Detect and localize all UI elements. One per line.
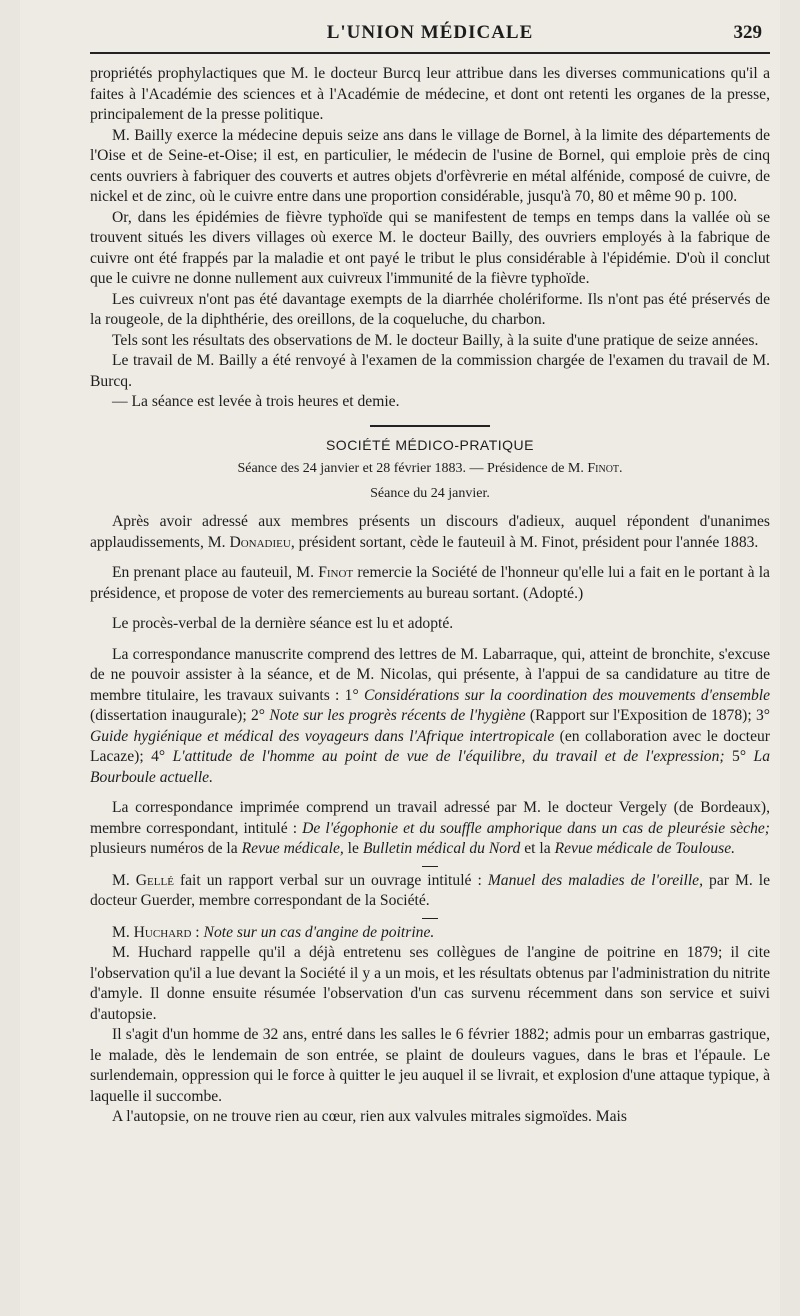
journal-title: L'UNION MÉDICALE bbox=[326, 22, 534, 43]
text-run: par M. le docteur Guerder, membre correspondant de la Société. bbox=[90, 871, 770, 909]
text-run: En prenant place au fauteuil, M. bbox=[112, 564, 314, 581]
work-title: Note sur les progrès récents de l'hygiène bbox=[269, 707, 526, 724]
text-run: remercie la Société de l'honneur qu'elle lui a fait en le portant à la présidence, et propose de voter des remerciements au bureau sortant. (Adopté.) bbox=[90, 564, 770, 602]
paragraph: Or, dans les épidémies de fièvre typhoïde qui se manifestent de temps en temps dans la vallée où se trouvent situés les divers villages où exerce M. le docteur Bailly, des ouvriers employés à la fabrique de cuivre ont été frappés par la maladie et ont payé le tribut le plus considérable à l'épidémie. D'où il conclut que le cuivre ne donne nullement aux cuivreux l'immunité de la fièvre typhoïde. bbox=[90, 208, 770, 287]
text-run: (en collaboration avec le docteur Lacaze); 4° bbox=[90, 727, 770, 765]
paragraph: propriétés prophylactiques que M. le docteur Burcq leur attribue dans les diverses communications qu'il a faites à l'Académie des sciences et à l'Académie de médecine, et dont ont retenti les organes de la presse, principalement de la presse politique. bbox=[90, 65, 770, 123]
paragraph: A l'autopsie, on ne trouve rien au cœur, rien aux valvules mitrales sigmoïdes. Mais bbox=[112, 1108, 627, 1125]
work-title: Manuel des maladies de l'oreille, bbox=[487, 871, 704, 889]
work-title: L'attitude de l'homme au point de vue de l'équilibre, du travail et de l'expression; bbox=[172, 748, 725, 765]
person-name: Donadieu bbox=[229, 533, 291, 551]
text-run: (Rapport sur l'Exposition de 1878); 3° bbox=[529, 707, 770, 724]
work-title: Bulletin médical du Nord bbox=[362, 840, 521, 857]
text-run: plusieurs numéros de la bbox=[90, 840, 238, 857]
text-run: (dissertation inaugurale); 2° bbox=[90, 707, 266, 724]
text-run: et la bbox=[524, 840, 551, 857]
work-title: De l'égophonie et du souffle amphorique dans un cas de pleurésie sèche; bbox=[302, 819, 771, 837]
work-title: Revue médicale, bbox=[241, 840, 344, 857]
subtitle-end: . bbox=[619, 461, 623, 476]
text-run: fait un rapport verbal sur un ouvrage intitulé : bbox=[179, 871, 482, 889]
text-run: La correspondance imprimée comprend un travail adressé par M. le docteur Vergely (de Bordeaux), membre correspondant, intitulé : bbox=[90, 799, 770, 837]
text-run: M. bbox=[112, 871, 130, 889]
text-run: , président sortant, cède le fauteuil à M. Finot, président pour l'année 1883. bbox=[290, 533, 759, 551]
paragraph: — La séance est levée à trois heures et demie. bbox=[112, 393, 400, 410]
paragraph bbox=[90, 871, 770, 912]
work-title: La Bourboule actuelle. bbox=[90, 748, 770, 786]
paragraph: Le travail de M. Bailly a été renvoyé à l'examen de la commission chargée de l'examen du travail de M. Burcq. bbox=[90, 352, 770, 390]
section-subtitle bbox=[90, 459, 770, 480]
text-run: : bbox=[195, 923, 200, 941]
work-title: Revue médicale de Toulouse. bbox=[554, 840, 736, 857]
paragraph: Tels sont les résultats des observations de M. le docteur Bailly, à la suite d'une pratique de seize années. bbox=[112, 331, 759, 349]
person-name: Huchard bbox=[133, 923, 192, 941]
section-divider bbox=[370, 425, 490, 427]
section-title: SOCIÉTÉ MÉDICO-PRATIQUE bbox=[325, 436, 535, 453]
person-name: Finot bbox=[318, 564, 354, 581]
paragraph: M. Bailly exerce la médecine depuis seize ans dans le village de Bornel, à la limite des départements de l'Oise et de Seine-et-Oise; il est, en particulier, le médecin de l'usine de Bornel, qui emploie près de cinq cents ouvriers à fabriquer des couverts et autres objets d'orfèvrerie en métal alfénide, composé de cuivre, de nickel et de zinc, où le cuivre entre dans une proportion considérable, jusqu'à 70, 80 et même 90 p. 100. bbox=[90, 126, 770, 205]
paragraph bbox=[90, 923, 770, 944]
page-content bbox=[90, 64, 770, 1128]
paragraph: Il s'agit d'un homme de 32 ans, entré dans les salles le 6 février 1882; admis pour un embarras gastrique, le malade, dès le lendemain de son entrée, se plaint de douleurs vagues, dans le bras et l'épaule. Le surlendemain, oppression qui le force à quitter le jeu auquel il se livrait, et explosion d'une attaque typique, à laquelle il succombe. bbox=[90, 1026, 770, 1105]
paragraph bbox=[90, 512, 770, 553]
text-run: La correspondance manuscrite comprend des lettres de M. Labarraque, qui, atteint de bronchite, s'excuse de ne pouvoir assister à la séance, et de M. Nicolas, qui présente, à l'appui de sa candidature au titre de membre titulaire, les travaux suivants : 1° bbox=[90, 645, 770, 704]
paragraph-divider bbox=[422, 866, 438, 867]
work-title: Considérations sur la coordination des mouvements d'ensemble bbox=[363, 686, 771, 704]
page-number: 329 bbox=[733, 22, 762, 43]
text-run: le bbox=[347, 840, 359, 857]
journal-page bbox=[20, 0, 780, 1316]
paragraph bbox=[90, 645, 770, 789]
subtitle-text: Séance des 24 janvier et 28 février 1883. — Présidence de M. bbox=[237, 461, 584, 476]
header-rule bbox=[90, 52, 770, 54]
work-title: Note sur un cas d'angine de poitrine. bbox=[203, 923, 435, 941]
running-header bbox=[90, 22, 770, 48]
text-run: 5° bbox=[732, 748, 747, 765]
paragraph: Les cuivreux n'ont pas été davantage exempts de la diarrhée cholériforme. Ils n'ont pas été préservés de la rougeole, de la diphthérie, des oreillons, de la coqueluche, du charbon. bbox=[90, 290, 770, 328]
paragraph: M. Huchard rappelle qu'il a déjà entretenu ses collègues de l'angine de poitrine en 1879; il cite l'observation qu'il a lue devant la Société il y a un mois, et les résultats obtenus par l'administration du nitrite d'amyle. Il donne ensuite résumée l'observation d'un cas survenu récemment dans son service et suivi d'autopsie. bbox=[90, 944, 770, 1023]
paragraph-divider bbox=[422, 918, 438, 919]
paragraph bbox=[90, 798, 770, 860]
session-heading: Séance du 24 janvier. bbox=[370, 485, 490, 501]
president-name: Finot bbox=[587, 461, 620, 476]
paragraph: Le procès-verbal de la dernière séance est lu et adopté. bbox=[112, 615, 454, 632]
work-title: Guide hygiénique et médical des voyageurs dans l'Afrique intertropicale bbox=[90, 727, 555, 745]
text-run: Après avoir adressé aux membres présents un discours d'adieux, auquel répondent d'unanimes applaudissements, M. bbox=[90, 513, 770, 551]
person-name: Gellé bbox=[135, 871, 174, 889]
text-run: M. bbox=[112, 923, 130, 941]
paragraph bbox=[90, 563, 770, 604]
